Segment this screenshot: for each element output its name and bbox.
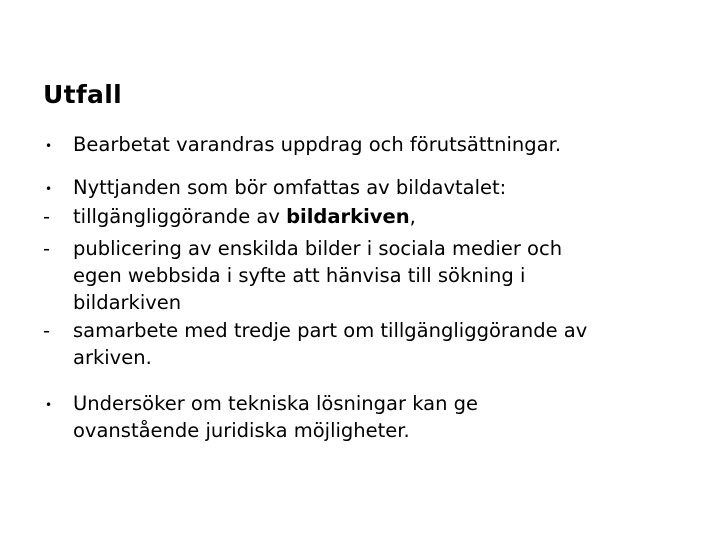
- bullet-text-1: Bearbetat varandras uppdrag och förutsättningar.: [73, 133, 562, 156]
- dash-text-2-line-3: bildarkiven: [73, 291, 182, 314]
- bullet-text-3-line-1: Undersöker om tekniska lösningar kan ge: [73, 392, 479, 415]
- dash-text-3-line-2: arkiven.: [73, 346, 152, 369]
- dash-text-1: [73, 204, 416, 230]
- dash-text-2-line-2: egen webbsida i syfte att hänvisa till sökning i: [73, 264, 526, 287]
- bullet-text-2: Nyttjanden som bör omfattas av bildavtalet:: [73, 176, 507, 199]
- dash-marker: -: [43, 319, 51, 342]
- bullet-marker: •: [45, 139, 53, 153]
- dash-text-1-suffix: ,: [409, 205, 416, 228]
- dash-text-3-line-1: samarbete med tredje part om tillgängliggörande av: [73, 319, 588, 342]
- slide-title: Utfall: [43, 80, 122, 109]
- dash-marker: -: [43, 205, 51, 228]
- bullet-text-3-line-2: ovanstående juridiska möjligheter.: [73, 419, 410, 442]
- bullet-marker: •: [45, 182, 53, 196]
- dash-text-1-bold: bildarkiven: [286, 205, 410, 228]
- dash-marker: -: [43, 237, 51, 260]
- dash-text-2-line-1: publicering av enskilda bilder i sociala medier och: [73, 237, 563, 260]
- dash-text-1-prefix: tillgängliggörande av: [73, 205, 287, 228]
- bullet-marker: •: [45, 398, 53, 412]
